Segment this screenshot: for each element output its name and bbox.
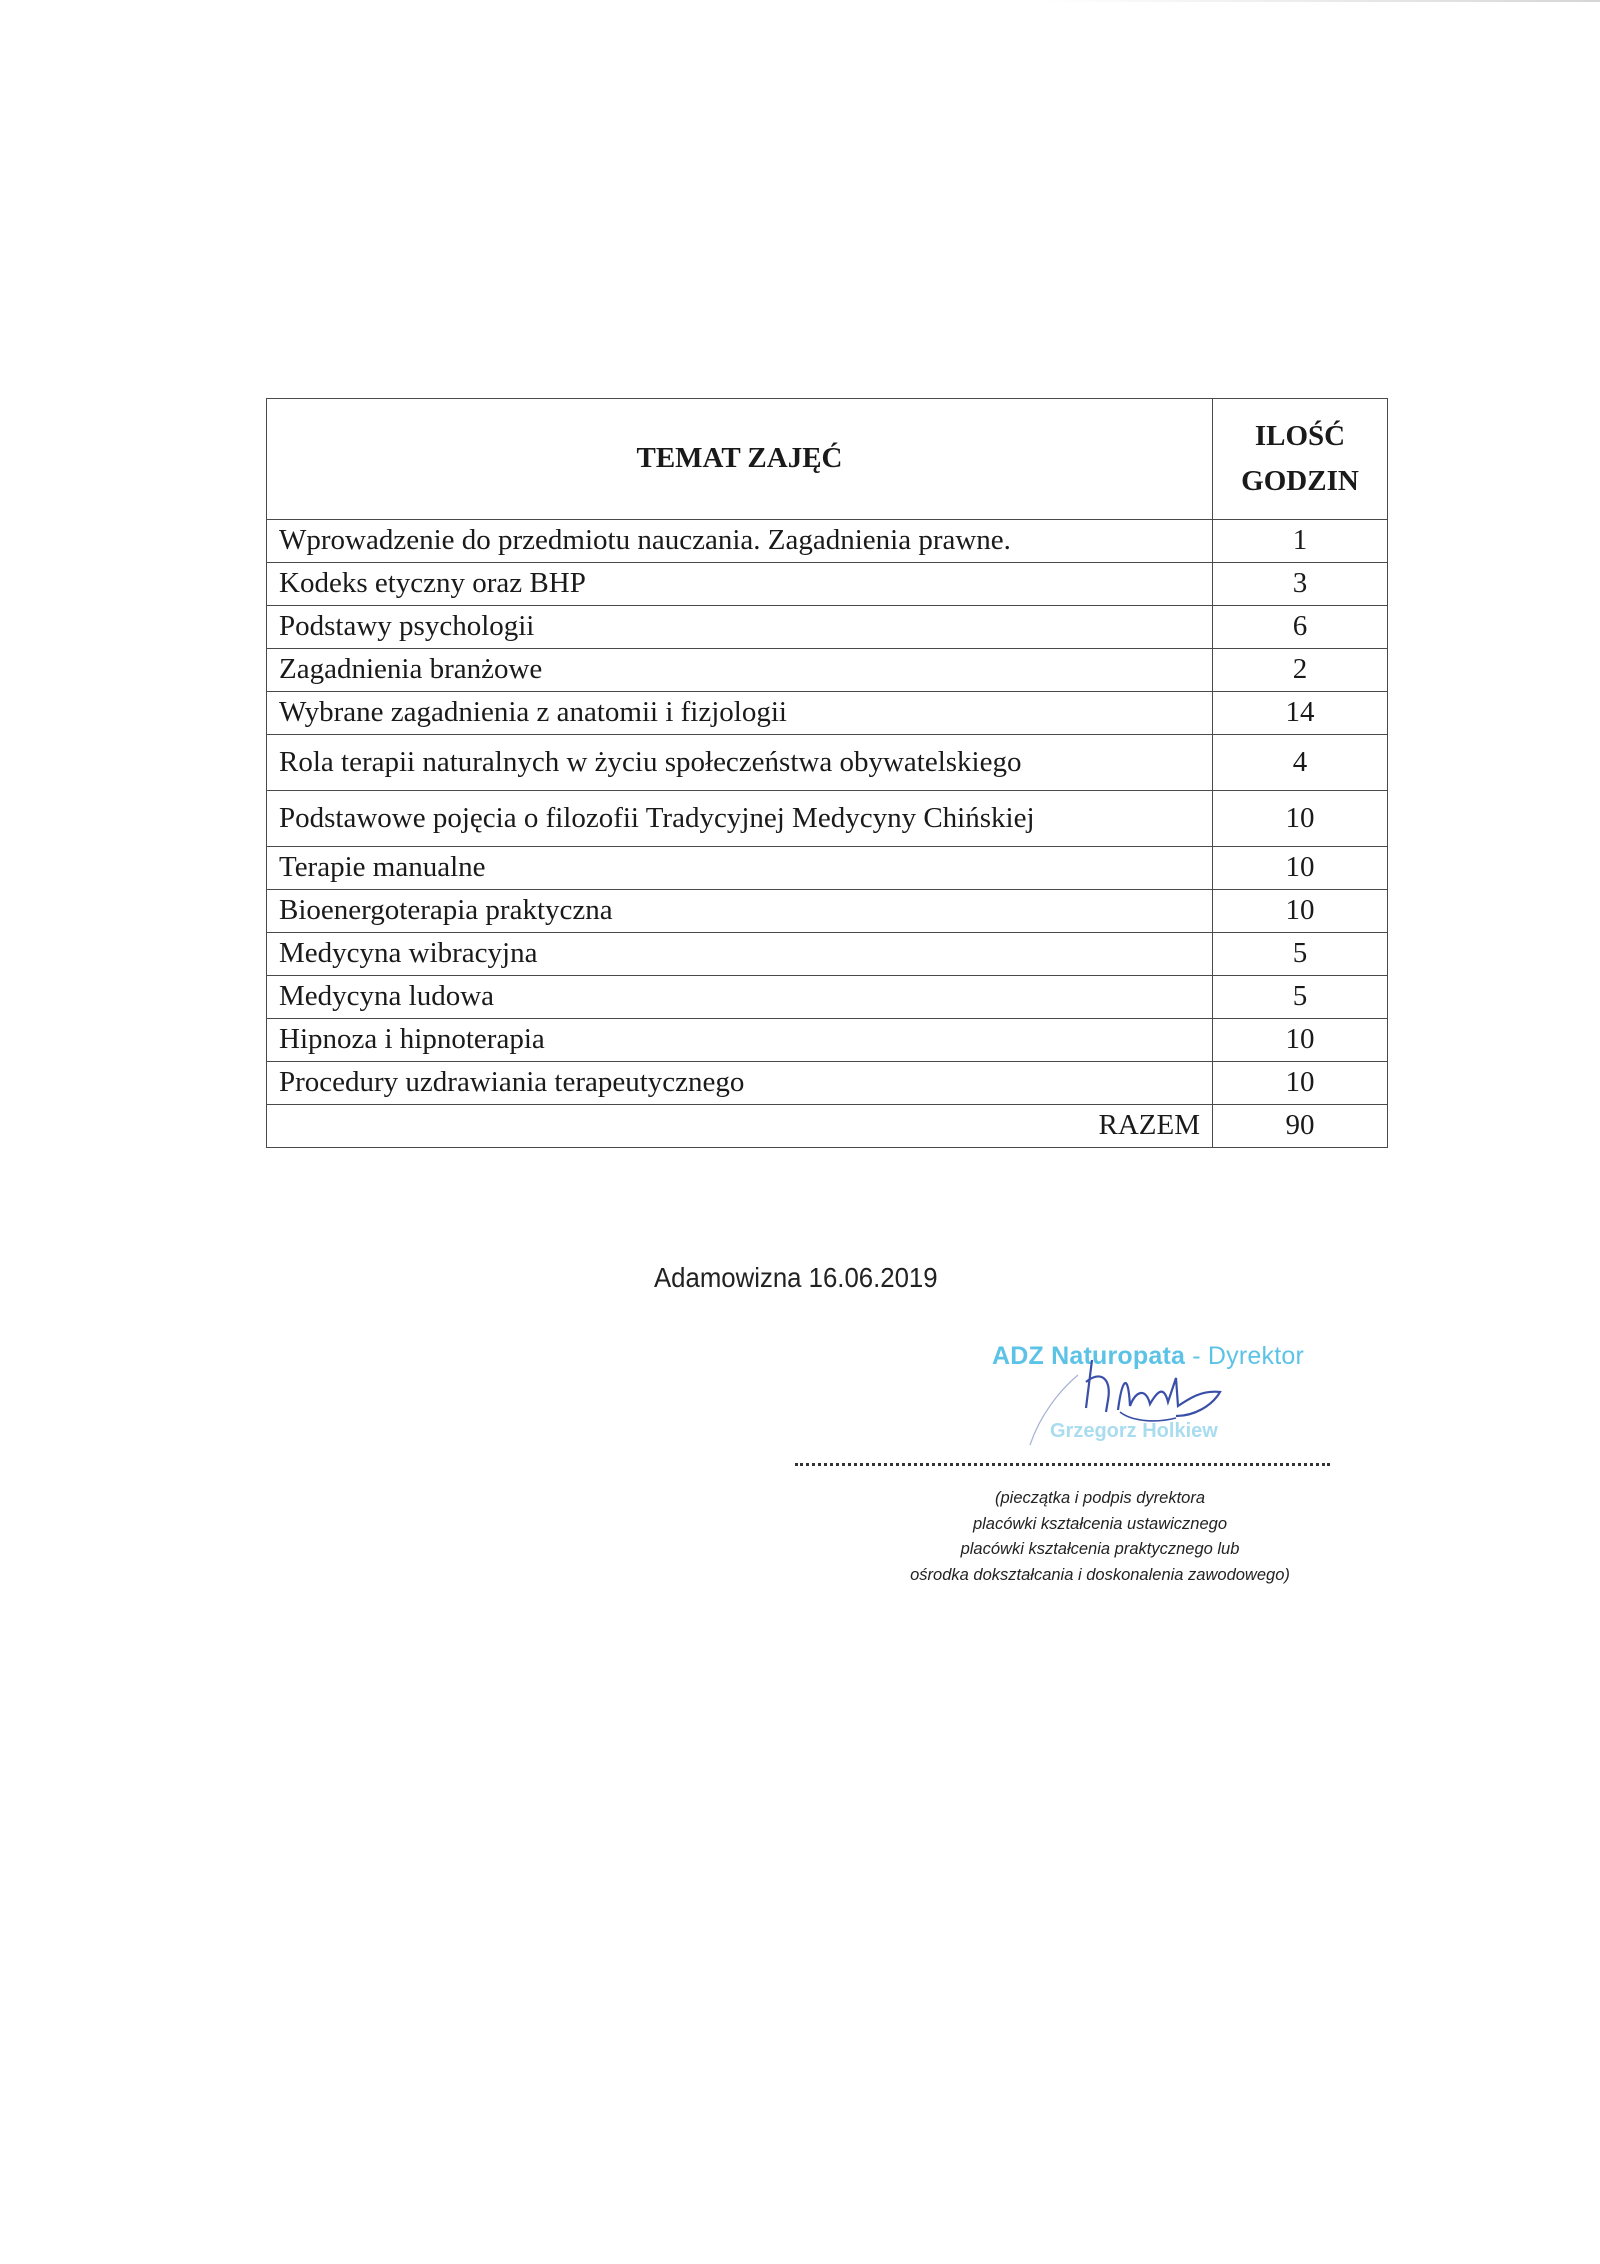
table-row bbox=[267, 847, 1388, 890]
hours-cell: 10 bbox=[1213, 890, 1388, 933]
table-row bbox=[267, 1019, 1388, 1062]
topic-cell: Podstawy psychologii bbox=[267, 606, 1213, 649]
table-row bbox=[267, 606, 1388, 649]
hours-cell: 3 bbox=[1213, 563, 1388, 606]
caption-line: (pieczątka i podpis dyrektora bbox=[994, 1489, 1206, 1507]
header-hours-line2: GODZIN bbox=[1241, 465, 1359, 497]
table-row bbox=[267, 692, 1388, 735]
table-row bbox=[267, 933, 1388, 976]
topic-cell: Medycyna wibracyjna bbox=[267, 933, 1213, 976]
topic-cell: Hipnoza i hipnoterapia bbox=[267, 1019, 1213, 1062]
hours-cell: 5 bbox=[1213, 933, 1388, 976]
total-value: 90 bbox=[1213, 1105, 1388, 1148]
table-row bbox=[267, 563, 1388, 606]
hours-cell: 14 bbox=[1213, 692, 1388, 735]
table-row bbox=[267, 976, 1388, 1019]
topic-cell: Rola terapii naturalnych w życiu społeczeństwa obywatelskiego bbox=[267, 735, 1213, 791]
place-and-date: Adamowizna 16.06.2019 bbox=[654, 1262, 938, 1293]
hours-cell: 6 bbox=[1213, 606, 1388, 649]
hours-cell: 10 bbox=[1213, 847, 1388, 890]
topic-cell: Medycyna ludowa bbox=[267, 976, 1213, 1019]
hours-cell: 5 bbox=[1213, 976, 1388, 1019]
hours-cell: 10 bbox=[1213, 791, 1388, 847]
caption-line: placówki kształcenia praktycznego lub bbox=[960, 1540, 1240, 1559]
hours-cell: 10 bbox=[1213, 1019, 1388, 1062]
topic-cell: Bioenergoterapia praktyczna bbox=[267, 890, 1213, 933]
caption-line: placówki kształcenia ustawicznego bbox=[972, 1514, 1228, 1533]
scan-edge-mark bbox=[1040, 0, 1600, 2]
stamp-name: ADZ Naturopata bbox=[992, 1342, 1186, 1370]
topic-cell: Wprowadzenie do przedmiotu nauczania. Zagadnienia prawne. bbox=[267, 520, 1213, 563]
topic-cell: Terapie manualne bbox=[267, 847, 1213, 890]
table-row bbox=[267, 890, 1388, 933]
handwritten-signature bbox=[980, 1320, 1360, 1470]
table-row bbox=[267, 735, 1388, 791]
director-stamp bbox=[980, 1320, 1360, 1470]
course-hours-table bbox=[266, 398, 1388, 1148]
hours-cell: 4 bbox=[1213, 735, 1388, 791]
stamp-person: Grzegorz Holkiew bbox=[1050, 1420, 1218, 1442]
table-row bbox=[267, 1062, 1388, 1105]
topic-cell: Procedury uzdrawiania terapeutycznego bbox=[267, 1062, 1213, 1105]
topic-cell: Zagadnienia branżowe bbox=[267, 649, 1213, 692]
total-label: RAZEM bbox=[267, 1105, 1213, 1148]
table-body bbox=[267, 520, 1388, 1105]
hours-cell: 10 bbox=[1213, 1062, 1388, 1105]
table-row bbox=[267, 520, 1388, 563]
header-topic: TEMAT ZAJĘĆ bbox=[267, 399, 1213, 520]
hours-cell: 1 bbox=[1213, 520, 1388, 563]
signature-caption bbox=[870, 1486, 1330, 1588]
stamp-title: - Dyrektor bbox=[1185, 1342, 1304, 1370]
caption-line: ośrodka dokształcania i doskonalenia zawodowego) bbox=[910, 1565, 1290, 1584]
topic-cell: Podstawowe pojęcia o filozofii Tradycyjnej Medycyny Chińskiej bbox=[267, 791, 1213, 847]
table-row bbox=[267, 791, 1388, 847]
topic-cell: Kodeks etyczny oraz BHP bbox=[267, 563, 1213, 606]
header-hours bbox=[1213, 399, 1388, 520]
table-header-row bbox=[267, 399, 1388, 520]
topic-cell: Wybrane zagadnienia z anatomii i fizjologii bbox=[267, 692, 1213, 735]
total-row bbox=[267, 1105, 1388, 1148]
header-hours-line1: ILOŚĆ bbox=[1254, 420, 1346, 453]
table-row bbox=[267, 649, 1388, 692]
signature-dotted-line bbox=[795, 1463, 1330, 1470]
hours-cell: 2 bbox=[1213, 649, 1388, 692]
